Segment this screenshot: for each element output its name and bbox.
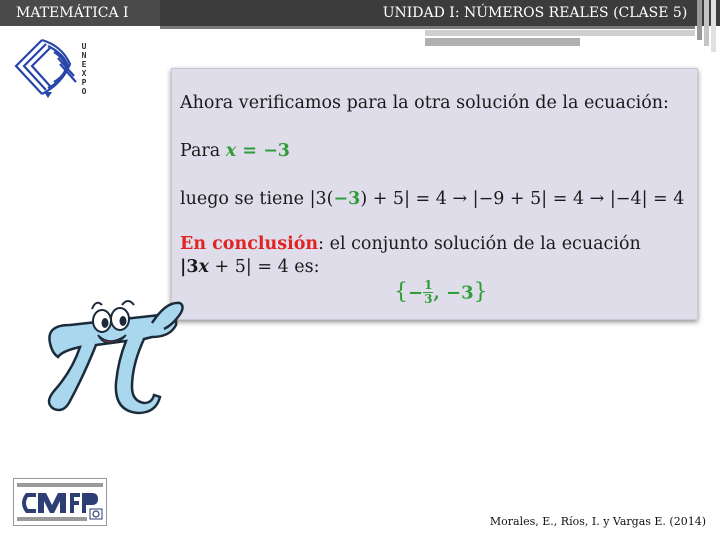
equation-end: + 5| = 4 es: [208, 257, 320, 277]
equation-start: |3 [180, 257, 199, 277]
equation-variable: x [198, 257, 209, 277]
intro-text: Ahora verificamos para la otra solución de la ecuación: [180, 93, 669, 113]
header-decoration-strip [425, 38, 580, 46]
research-center-logo-icon [13, 478, 107, 526]
solution-brace-open: { [394, 279, 408, 305]
solution-set [394, 279, 488, 317]
header-decoration-bar [711, 0, 716, 52]
logo-letter: O [81, 87, 87, 96]
citation-text: Morales, E., Ríos, I. y Vargas E. (2014) [489, 515, 706, 528]
substitution-end: ) + 5| = 4 → |−9 + 5| = 4 → |−4| = 4 [360, 189, 685, 209]
conclusion-label: En conclusión [180, 234, 319, 254]
fraction-denominator: 3 [424, 292, 433, 306]
header-bar [0, 0, 720, 26]
course-title: MATEMÁTICA I [0, 0, 160, 26]
solution-minus: − [408, 282, 424, 304]
logo-letter: P [81, 78, 87, 87]
logo-letter: N [81, 51, 87, 60]
substitution-start: luego se tiene |3( [180, 189, 334, 209]
value-prefix: Para [180, 141, 226, 161]
logo-letter: X [81, 69, 87, 78]
logo-letter: E [81, 60, 87, 69]
conclusion-line [180, 234, 641, 254]
pi-mascot-icon [40, 295, 190, 415]
logo-letter: U [81, 42, 87, 51]
value-line [180, 141, 290, 161]
equation-line [180, 257, 320, 277]
header-decoration-strip [160, 26, 695, 29]
value-equation: = −3 [236, 141, 290, 161]
header-decoration-bar [704, 0, 709, 46]
substituted-value: −3 [333, 189, 361, 209]
solution-rest: , −3 [433, 282, 474, 304]
substitution-line [180, 189, 684, 209]
fraction-numerator: 1 [424, 278, 433, 292]
content-panel [171, 68, 698, 320]
conclusion-text: : el conjunto solución de la ecuación [318, 234, 641, 254]
solution-brace-close: } [473, 279, 488, 305]
logo-letters [79, 42, 89, 96]
solution-fraction [423, 279, 433, 306]
header-decoration-strip [425, 30, 695, 36]
intro-line [180, 93, 669, 113]
value-variable: x [225, 141, 237, 161]
header-decoration-bar [697, 0, 702, 40]
unit-title: UNIDAD I: NÚMEROS REALES (CLASE 5) [382, 5, 688, 21]
